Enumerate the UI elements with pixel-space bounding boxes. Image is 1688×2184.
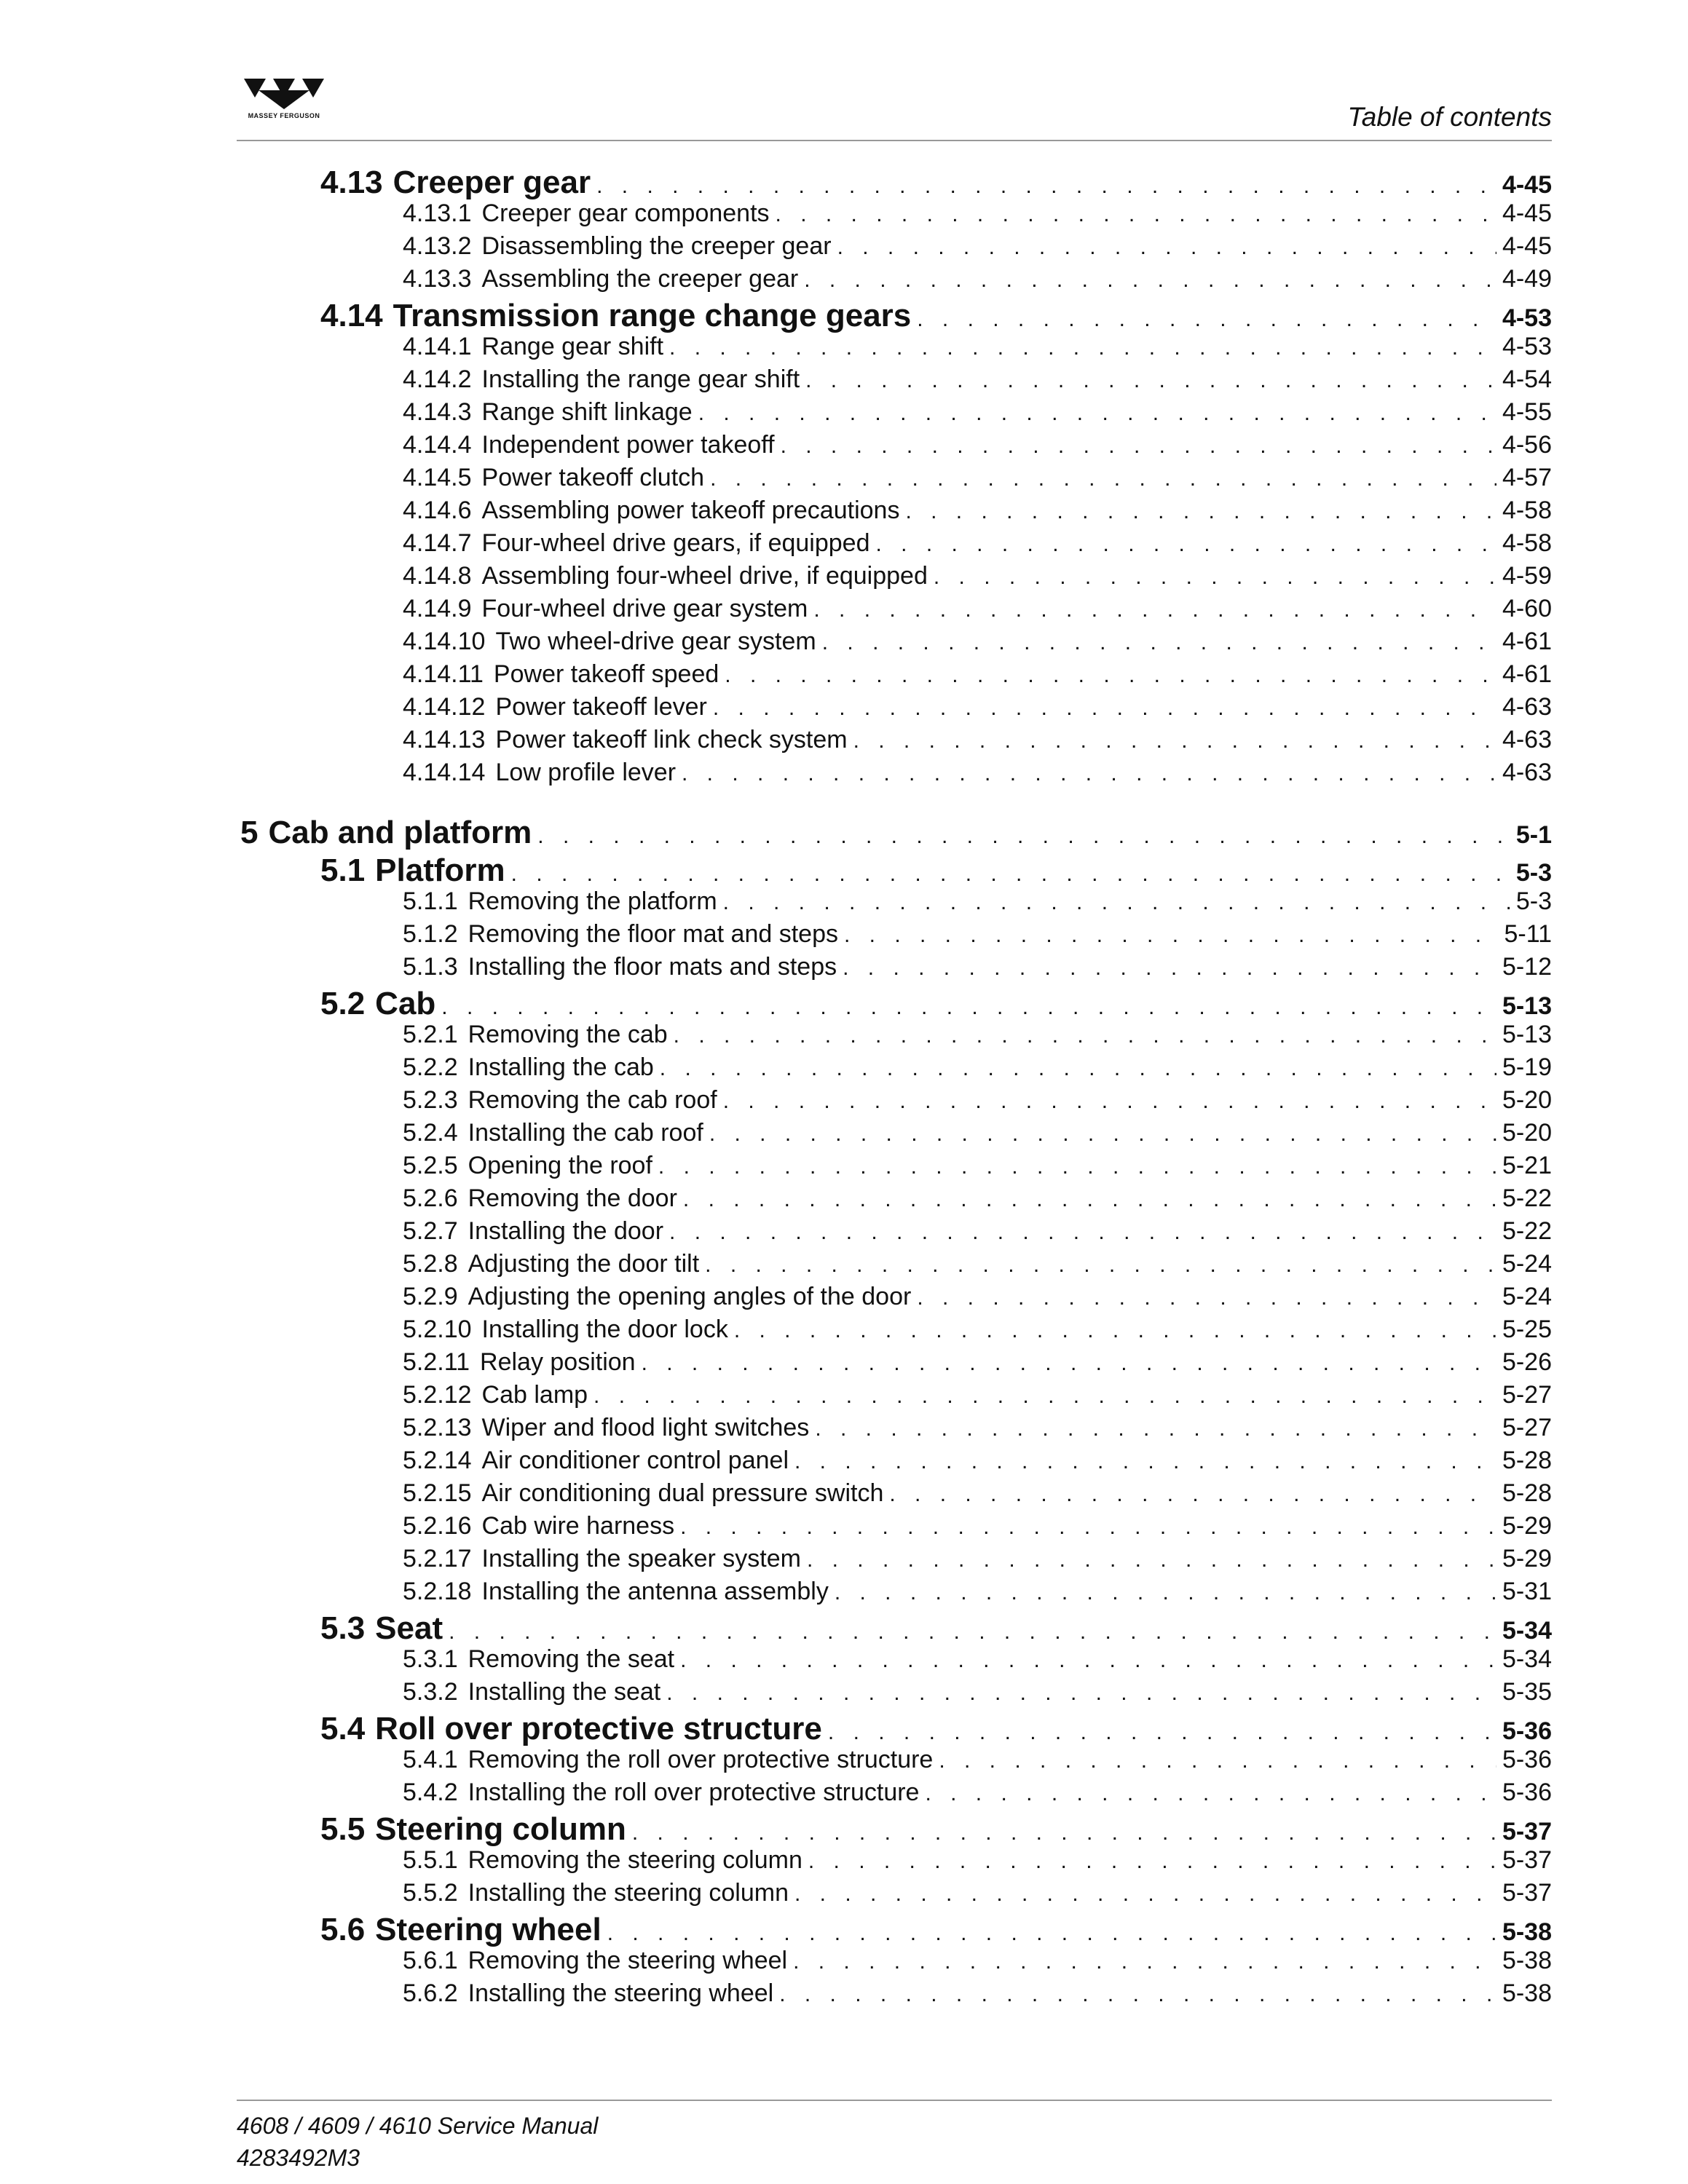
toc-entry[interactable] xyxy=(0,1912,1688,1947)
toc-entry-title: Adjusting the door tilt xyxy=(468,1250,700,1278)
toc-entry-page: 5-37 xyxy=(1502,1879,1552,1907)
toc-entry[interactable] xyxy=(0,365,1688,398)
toc-entry-number: 4.14.3 xyxy=(403,398,472,426)
toc-entry-page: 5-20 xyxy=(1502,1119,1552,1147)
toc-entry-title: Low profile lever xyxy=(495,759,677,786)
toc-entry[interactable] xyxy=(0,726,1688,759)
toc-entry-title: Two wheel-drive gear system xyxy=(495,628,816,655)
toc-entry[interactable] xyxy=(0,1512,1688,1545)
toc-entry[interactable] xyxy=(0,1947,1688,1979)
toc-entry-title: Assembling the creeper gear xyxy=(481,265,799,293)
dot-leader xyxy=(779,1982,1496,2007)
toc-entry-title: Air conditioning dual pressure switch xyxy=(481,1479,884,1507)
toc-entry[interactable] xyxy=(0,1217,1688,1250)
toc-entry-page: 4-63 xyxy=(1502,726,1552,753)
toc-entry-title: Removing the roll over protective structure xyxy=(468,1746,934,1773)
dot-leader xyxy=(804,268,1496,293)
toc-entry-number: 4.14.4 xyxy=(403,431,472,459)
dot-leader xyxy=(835,1580,1496,1605)
dot-leader xyxy=(698,401,1496,426)
toc-entry-title: Opening the roof xyxy=(468,1152,652,1179)
dot-leader xyxy=(723,890,1510,915)
dot-leader xyxy=(794,1449,1496,1474)
dot-leader xyxy=(925,1781,1496,1806)
toc-entry[interactable] xyxy=(0,1414,1688,1447)
toc-entry-number: 5.2.4 xyxy=(403,1119,458,1147)
toc-entry-number: 5.3 xyxy=(320,1610,366,1646)
toc-entry[interactable] xyxy=(0,1447,1688,1479)
toc-entry[interactable] xyxy=(0,595,1688,628)
toc-entry[interactable] xyxy=(0,431,1688,464)
footer-part-number: 4283492M3 xyxy=(237,2145,360,2171)
toc-entry-page: 5-22 xyxy=(1502,1217,1552,1245)
toc-entry-page: 4-61 xyxy=(1502,660,1552,688)
dot-leader xyxy=(593,1384,1496,1409)
toc-entry-number: 4.14 xyxy=(320,298,383,333)
toc-entry-number: 5.2.16 xyxy=(403,1512,472,1540)
toc-entry-page: 4-53 xyxy=(1502,333,1552,360)
dot-leader xyxy=(844,923,1498,948)
toc-entry[interactable] xyxy=(0,953,1688,986)
toc-entry-page: 4-45 xyxy=(1502,199,1552,227)
toc-entry[interactable] xyxy=(0,1846,1688,1879)
toc-entry-number: 5 xyxy=(240,815,259,850)
toc-entry-page: 5-21 xyxy=(1502,1152,1552,1179)
toc-entry-title: Installing the steering column xyxy=(468,1879,789,1907)
toc-entry[interactable] xyxy=(0,1746,1688,1779)
toc-entry[interactable] xyxy=(0,1021,1688,1053)
dot-leader xyxy=(822,630,1496,655)
toc-entry-title: Power takeoff speed xyxy=(493,660,719,688)
toc-entry-number: 4.13 xyxy=(320,165,383,200)
toc-entry-title: Power takeoff clutch xyxy=(481,464,705,491)
dot-leader xyxy=(934,565,1496,590)
toc-entry[interactable] xyxy=(0,398,1688,431)
toc-entry[interactable] xyxy=(0,628,1688,660)
toc-entry-title: Wiper and flood light switches xyxy=(481,1414,810,1441)
toc-entry-title: Power takeoff link check system xyxy=(495,726,848,753)
toc-entry[interactable] xyxy=(0,1053,1688,1086)
dot-leader xyxy=(511,862,1510,887)
toc-entry[interactable] xyxy=(0,1184,1688,1217)
dot-leader xyxy=(669,1220,1496,1245)
toc-entry-page: 5-38 xyxy=(1502,1979,1552,2007)
toc-entry-title: Removing the seat xyxy=(468,1645,675,1673)
toc-entry-page: 4-53 xyxy=(1502,304,1552,332)
toc-entry-title: Removing the cab xyxy=(468,1021,668,1048)
toc-entry[interactable] xyxy=(0,887,1688,920)
toc-entry-page: 5-3 xyxy=(1515,887,1552,915)
toc-entry-title: Installing the cab roof xyxy=(468,1119,703,1147)
dot-leader xyxy=(709,1122,1496,1147)
toc-entry[interactable] xyxy=(0,165,1688,199)
toc-entry-page: 4-56 xyxy=(1502,431,1552,459)
dot-leader xyxy=(781,434,1496,459)
toc-entry-number: 5.2.15 xyxy=(403,1479,472,1507)
toc-entry-title: Steering wheel xyxy=(375,1912,602,1947)
dot-leader xyxy=(939,1749,1496,1773)
dot-leader xyxy=(843,956,1496,981)
toc-entry-title: Range gear shift xyxy=(481,333,664,360)
toc-entry-title: Removing the platform xyxy=(468,887,717,915)
dot-leader xyxy=(853,729,1496,753)
toc-entry-number: 5.1.3 xyxy=(403,953,458,981)
toc-entry-title: Power takeoff lever xyxy=(495,693,707,721)
toc-entry-page: 5-34 xyxy=(1502,1645,1552,1673)
toc-entry-number: 5.5.1 xyxy=(403,1846,458,1874)
toc-entry-number: 4.14.6 xyxy=(403,496,472,524)
toc-entry-page: 5-19 xyxy=(1502,1053,1552,1081)
toc-entry-number: 5.6.1 xyxy=(403,1947,458,1974)
dot-leader xyxy=(808,1849,1496,1874)
toc-entry-number: 5.2.10 xyxy=(403,1315,472,1343)
toc-entry-number: 5.2.3 xyxy=(403,1086,458,1114)
dot-leader xyxy=(837,235,1496,260)
triple-triangle-logo-icon xyxy=(237,73,331,111)
toc-entry-title: Transmission range change gears xyxy=(393,298,912,333)
toc-entry[interactable] xyxy=(0,986,1688,1021)
toc-entry-page: 4-49 xyxy=(1502,265,1552,293)
toc-entry-number: 5.2.11 xyxy=(403,1348,470,1376)
toc-entry-title: Installing the door xyxy=(468,1217,664,1245)
toc-entry-number: 5.2.13 xyxy=(403,1414,472,1441)
toc-entry-title: Assembling power takeoff precautions xyxy=(481,496,900,524)
dot-leader xyxy=(776,202,1496,227)
dot-leader xyxy=(669,336,1496,360)
toc-entry-number: 5.2.17 xyxy=(403,1545,472,1572)
toc-entry-page: 5-29 xyxy=(1502,1545,1552,1572)
toc-entry[interactable] xyxy=(0,199,1688,232)
toc-entry-number: 5.2.9 xyxy=(403,1283,458,1310)
toc-entry-title: Assembling four-wheel drive, if equipped xyxy=(481,562,928,590)
toc-entry[interactable] xyxy=(0,660,1688,693)
toc-entry-number: 4.14.11 xyxy=(403,660,484,688)
toc-entry[interactable] xyxy=(0,1645,1688,1678)
toc-entry[interactable] xyxy=(0,815,1688,852)
toc-entry[interactable] xyxy=(0,562,1688,595)
toc-entry-page: 4-58 xyxy=(1502,496,1552,524)
toc-entry-page: 4-61 xyxy=(1502,628,1552,655)
dot-leader xyxy=(710,467,1496,491)
toc-entry-page: 5-12 xyxy=(1502,953,1552,981)
dot-leader xyxy=(632,1821,1496,1845)
toc-entry-title: Independent power takeoff xyxy=(481,431,775,459)
toc-entry[interactable] xyxy=(0,1711,1688,1746)
toc-entry-title: Installing the roll over protective structure xyxy=(468,1779,920,1806)
toc-entry-page: 5-1 xyxy=(1515,821,1552,849)
dot-leader xyxy=(725,663,1496,688)
toc-entry[interactable] xyxy=(0,1610,1688,1645)
toc-entry-title: Removing the steering wheel xyxy=(468,1947,788,1974)
toc-entry[interactable] xyxy=(0,1779,1688,1811)
toc-entry[interactable] xyxy=(0,852,1688,887)
toc-entry[interactable] xyxy=(0,1678,1688,1711)
toc-entry-title: Four-wheel drive gears, if equipped xyxy=(481,529,870,557)
toc-entry-page: 5-31 xyxy=(1502,1578,1552,1605)
toc-entry-number: 4.14.10 xyxy=(403,628,486,655)
toc-entry-title: Removing the floor mat and steps xyxy=(468,920,838,948)
toc-entry-title: Installing the door lock xyxy=(481,1315,728,1343)
toc-entry-title: Installing the floor mats and steps xyxy=(468,953,837,981)
toc-entry[interactable] xyxy=(0,759,1688,791)
toc-entry-title: Steering column xyxy=(375,1811,626,1847)
toc-entry-page: 5-24 xyxy=(1502,1250,1552,1278)
dot-leader xyxy=(674,1024,1496,1048)
dot-leader xyxy=(815,1417,1496,1441)
toc-entry-title: Seat xyxy=(375,1610,443,1646)
toc-entry-page: 5-22 xyxy=(1502,1184,1552,1212)
toc-entry[interactable] xyxy=(0,298,1688,333)
toc-entry[interactable] xyxy=(0,1152,1688,1184)
toc-entry[interactable] xyxy=(0,1578,1688,1610)
dot-leader xyxy=(713,696,1496,721)
toc-entry-page: 5-28 xyxy=(1502,1447,1552,1474)
dot-leader xyxy=(794,1882,1496,1907)
dot-leader xyxy=(734,1318,1496,1343)
toc-entry-number: 5.5.2 xyxy=(403,1879,458,1907)
toc-entry-number: 5.2.8 xyxy=(403,1250,458,1278)
toc-entry-number: 5.2.18 xyxy=(403,1578,472,1605)
toc-entry-number: 5.1.1 xyxy=(403,887,458,915)
toc-entry-number: 4.14.12 xyxy=(403,693,486,721)
toc-entry-number: 5.4 xyxy=(320,1711,366,1746)
toc-entry-page: 5-35 xyxy=(1502,1678,1552,1706)
dot-leader xyxy=(596,174,1496,199)
footer-manual-title: 4608 / 4609 / 4610 Service Manual xyxy=(237,2113,599,2139)
toc-entry-page: 5-28 xyxy=(1502,1479,1552,1507)
toc-entry-page: 5-13 xyxy=(1502,1021,1552,1048)
toc-entry-page: 5-36 xyxy=(1502,1779,1552,1806)
footer-divider xyxy=(237,2100,1552,2101)
dot-leader xyxy=(660,1056,1496,1081)
dot-leader xyxy=(917,307,1496,332)
toc-entry-number: 4.14.14 xyxy=(403,759,486,786)
toc-entry[interactable] xyxy=(0,1119,1688,1152)
toc-entry-title: Cab xyxy=(375,986,436,1021)
dot-leader xyxy=(680,1648,1496,1673)
toc-entry-number: 5.3.1 xyxy=(403,1645,458,1673)
toc-entry-title: Cab and platform xyxy=(268,815,532,850)
toc-entry-page: 5-13 xyxy=(1502,992,1552,1020)
dot-leader xyxy=(537,824,1510,849)
toc-entry-number: 4.13.3 xyxy=(403,265,472,293)
toc-entry-number: 5.5 xyxy=(320,1811,366,1847)
dot-leader xyxy=(607,1921,1496,1946)
toc-entry-title: Installing the seat xyxy=(468,1678,661,1706)
toc-entry-number: 5.2.12 xyxy=(403,1381,472,1409)
toc-entry[interactable] xyxy=(0,265,1688,298)
toc-entry-title: Cab lamp xyxy=(481,1381,588,1409)
toc-entry[interactable] xyxy=(0,333,1688,365)
toc-entry[interactable] xyxy=(0,1879,1688,1912)
toc-entry-number: 4.14.7 xyxy=(403,529,472,557)
toc-entry[interactable] xyxy=(0,1283,1688,1315)
toc-entry-number: 5.2 xyxy=(320,986,366,1021)
toc-entry-number: 5.3.2 xyxy=(403,1678,458,1706)
toc-entry-page: 5-36 xyxy=(1502,1717,1552,1745)
toc-entry-number: 4.14.2 xyxy=(403,365,472,393)
toc-entry-title: Relay position xyxy=(480,1348,636,1376)
toc-entry-page: 5-27 xyxy=(1502,1414,1552,1441)
toc-entry-title: Cab wire harness xyxy=(481,1512,675,1540)
dot-leader xyxy=(807,1548,1496,1572)
toc-entry-page: 5-20 xyxy=(1502,1086,1552,1114)
toc-entry-page: 4-45 xyxy=(1502,232,1552,260)
toc-entry[interactable] xyxy=(0,1250,1688,1283)
dot-leader xyxy=(680,1515,1496,1540)
toc-entry-number: 4.14.8 xyxy=(403,562,472,590)
toc-entry-number: 4.14.13 xyxy=(403,726,486,753)
toc-entry-page: 5-37 xyxy=(1502,1818,1552,1845)
toc-entry-title: Roll over protective structure xyxy=(375,1711,822,1746)
toc-entry-number: 4.14.5 xyxy=(403,464,472,491)
dot-leader xyxy=(441,995,1496,1020)
toc-entry-title: Removing the cab roof xyxy=(468,1086,717,1114)
toc-entry-title: Removing the steering column xyxy=(468,1846,802,1874)
toc-entry-page: 5-29 xyxy=(1502,1512,1552,1540)
toc-entry-page: 5-38 xyxy=(1502,1918,1552,1946)
toc-entry[interactable] xyxy=(0,529,1688,562)
toc-entry-page: 5-25 xyxy=(1502,1315,1552,1343)
toc-entry[interactable] xyxy=(0,1348,1688,1381)
toc-entry-number: 4.13.2 xyxy=(403,232,472,260)
toc-entry-title: Disassembling the creeper gear xyxy=(481,232,832,260)
toc-entry[interactable] xyxy=(0,1545,1688,1578)
toc-entry[interactable] xyxy=(0,232,1688,265)
toc-entry-number: 5.2.1 xyxy=(403,1021,458,1048)
toc-entry-title: Four-wheel drive gear system xyxy=(481,595,808,622)
toc-entry-page: 4-55 xyxy=(1502,398,1552,426)
header-divider xyxy=(237,140,1552,141)
toc-entry-number: 5.4.2 xyxy=(403,1779,458,1806)
dot-leader xyxy=(666,1681,1496,1706)
toc-entry-title: Adjusting the opening angles of the door xyxy=(468,1283,912,1310)
toc-entry-title: Air conditioner control panel xyxy=(481,1447,789,1474)
toc-entry-title: Creeper gear components xyxy=(481,199,770,227)
toc-entry-number: 5.2.7 xyxy=(403,1217,458,1245)
toc-entry[interactable] xyxy=(0,1811,1688,1846)
toc-entry-number: 5.1 xyxy=(320,852,366,888)
dot-leader xyxy=(683,1187,1496,1212)
logo-text: MASSEY FERGUSON xyxy=(248,112,320,119)
toc-entry-page: 5-3 xyxy=(1515,859,1552,887)
toc-entry-page: 5-24 xyxy=(1502,1283,1552,1310)
toc-entry[interactable] xyxy=(0,1381,1688,1414)
toc-entry-title: Installing the antenna assembly xyxy=(481,1578,829,1605)
toc-entry[interactable] xyxy=(0,1479,1688,1512)
toc-entry-title: Platform xyxy=(375,852,505,888)
toc-entry-page: 4-63 xyxy=(1502,693,1552,721)
toc-entry[interactable] xyxy=(0,1086,1688,1119)
toc-entry-page: 5-38 xyxy=(1502,1947,1552,1974)
dot-leader xyxy=(813,598,1496,622)
toc-entry-page: 5-26 xyxy=(1502,1348,1552,1376)
toc-entry-number: 5.2.5 xyxy=(403,1152,458,1179)
dot-leader xyxy=(876,532,1496,557)
toc-entry-page: 5-34 xyxy=(1502,1617,1552,1645)
toc-entry-page: 5-36 xyxy=(1502,1746,1552,1773)
toc-entry-number: 4.14.1 xyxy=(403,333,472,360)
toc-entry-page: 4-45 xyxy=(1502,171,1552,199)
toc-entry-page: 4-63 xyxy=(1502,759,1552,786)
toc-entry-number: 4.14.9 xyxy=(403,595,472,622)
dot-leader xyxy=(793,1950,1496,1974)
toc-entry-title: Creeper gear xyxy=(393,165,591,200)
toc-entry-page: 5-11 xyxy=(1504,920,1552,948)
toc-entry-page: 5-27 xyxy=(1502,1381,1552,1409)
toc-entry-number: 5.1.2 xyxy=(403,920,458,948)
dot-leader xyxy=(642,1351,1496,1376)
dot-leader xyxy=(723,1089,1496,1114)
toc-entry-number: 5.4.1 xyxy=(403,1746,458,1773)
toc-entry-title: Installing the cab xyxy=(468,1053,654,1081)
toc-entry-page: 4-58 xyxy=(1502,529,1552,557)
toc-entry-number: 5.6.2 xyxy=(403,1979,458,2007)
toc-entry-number: 5.2.2 xyxy=(403,1053,458,1081)
toc-entry-number: 4.13.1 xyxy=(403,199,472,227)
toc-entry[interactable] xyxy=(0,693,1688,726)
dot-leader xyxy=(828,1720,1496,1745)
toc-entry-page: 4-54 xyxy=(1502,365,1552,393)
toc-entry-page: 5-37 xyxy=(1502,1846,1552,1874)
dot-leader xyxy=(658,1155,1496,1179)
toc-entry-page: 4-59 xyxy=(1502,562,1552,590)
toc-entry-number: 5.6 xyxy=(320,1912,366,1947)
toc-entry-title: Removing the door xyxy=(468,1184,677,1212)
toc-entry[interactable] xyxy=(0,1979,1688,2012)
header-title: Table of contents xyxy=(1347,102,1552,132)
footer xyxy=(237,2110,598,2174)
toc-entry-title: Installing the speaker system xyxy=(481,1545,801,1572)
toc-entry[interactable] xyxy=(0,1315,1688,1348)
toc-entry-page: 4-57 xyxy=(1502,464,1552,491)
toc-entry-title: Installing the steering wheel xyxy=(468,1979,774,2007)
dot-leader xyxy=(449,1620,1496,1645)
toc-entry[interactable] xyxy=(0,920,1688,953)
toc-entry-title: Range shift linkage xyxy=(481,398,693,426)
toc-entry-number: 5.2.14 xyxy=(403,1447,472,1474)
dot-leader xyxy=(682,761,1496,786)
toc-entry[interactable] xyxy=(0,464,1688,496)
dot-leader xyxy=(705,1253,1496,1278)
massey-ferguson-logo xyxy=(237,73,331,119)
dot-leader xyxy=(917,1286,1496,1310)
dot-leader xyxy=(805,368,1496,393)
dot-leader xyxy=(905,499,1496,524)
table-of-contents xyxy=(0,165,1688,2012)
toc-entry-page: 4-60 xyxy=(1502,595,1552,622)
toc-entry-number: 5.2.6 xyxy=(403,1184,458,1212)
dot-leader xyxy=(889,1482,1496,1507)
toc-entry-title: Installing the range gear shift xyxy=(481,365,800,393)
toc-entry[interactable] xyxy=(0,496,1688,529)
